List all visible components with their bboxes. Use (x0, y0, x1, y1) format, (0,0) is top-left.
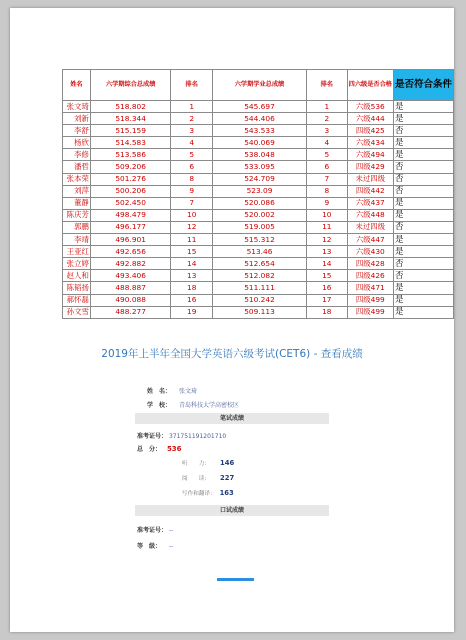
cell-academic-score: 515.312 (213, 234, 307, 246)
reading-row (182, 474, 234, 482)
cell-academic-rank: 9 (306, 197, 347, 209)
cell-academic-rank: 10 (306, 209, 347, 221)
cell-academic-rank: 13 (306, 246, 347, 258)
cell-name: 张本荣 (63, 173, 91, 185)
score-spreadsheet (62, 69, 454, 319)
cell-eligible: 是 (393, 306, 453, 318)
cell-eligible: 否 (393, 161, 453, 173)
cell-academic-score: 510.242 (213, 294, 307, 306)
grade-row (137, 541, 173, 550)
document-page (10, 8, 454, 632)
cell-academic-score: 520.086 (213, 197, 307, 209)
cell-academic-rank: 6 (306, 161, 347, 173)
return-button[interactable] (217, 578, 254, 581)
school-row (147, 400, 239, 409)
cell-name: 陈韬扬 (63, 282, 91, 294)
header-overall-score: 六学期综合总成绩 (90, 70, 171, 101)
written-score-band: 笔试成绩 (135, 413, 329, 424)
cell-name: 陈庆芳 (63, 209, 91, 221)
table-header-row (63, 70, 454, 101)
cell-overall-rank: 3 (171, 125, 213, 137)
cell-academic-score: 523.09 (213, 185, 307, 197)
cell-name: 潘哲 (63, 161, 91, 173)
cell-overall-score: 518.802 (90, 101, 171, 113)
school-value: 青岛科技大学高密校区 (178, 402, 239, 409)
writing-value: 163 (219, 489, 234, 497)
table-row (63, 161, 454, 173)
ticket-value: 371751191201710 (168, 433, 227, 440)
cell-name: 孙文雪 (63, 306, 91, 318)
cell-cet-status: 四级442 (347, 185, 393, 197)
cell-name: 李靖 (63, 234, 91, 246)
cell-name: 郭鹏 (63, 221, 91, 233)
oral-ticket-value: -- (168, 527, 174, 534)
cell-overall-score: 492.656 (90, 246, 171, 258)
table-row (63, 258, 454, 270)
cell-eligible: 否 (393, 185, 453, 197)
cell-name: 张文琦 (63, 101, 91, 113)
cell-overall-rank: 11 (171, 234, 213, 246)
cell-overall-rank: 8 (171, 173, 213, 185)
cell-overall-rank: 14 (171, 258, 213, 270)
name-row (147, 386, 197, 395)
school-label: 学 校： (147, 402, 172, 409)
cell-eligible: 是 (393, 282, 453, 294)
table-row (63, 149, 454, 161)
table-row (63, 113, 454, 125)
cell-eligible: 否 (393, 173, 453, 185)
cell-cet-status: 六级444 (347, 113, 393, 125)
cell-eligible: 是 (393, 294, 453, 306)
cell-cet-status: 四级429 (347, 161, 393, 173)
cell-academic-score: 533.095 (213, 161, 307, 173)
cell-academic-score: 524.709 (213, 173, 307, 185)
cell-name: 郝怀磊 (63, 294, 91, 306)
cell-eligible: 是 (393, 101, 453, 113)
oral-score-band: 口试成绩 (135, 505, 329, 516)
cell-overall-rank: 5 (171, 149, 213, 161)
cell-overall-score: 492.882 (90, 258, 171, 270)
name-label: 姓 名： (147, 388, 172, 395)
cell-academic-score: 540.069 (213, 137, 307, 149)
header-eligible: 是否符合条件 (393, 70, 453, 101)
cell-academic-score: 511.111 (213, 282, 307, 294)
cell-academic-score: 519.005 (213, 221, 307, 233)
cell-cet-status: 四级425 (347, 125, 393, 137)
cell-cet-status: 六级437 (347, 197, 393, 209)
cell-academic-rank: 11 (306, 221, 347, 233)
cell-academic-rank: 7 (306, 173, 347, 185)
header-cet-status: 四六级是否合格 (347, 70, 393, 101)
cell-overall-rank: 10 (171, 209, 213, 221)
cell-overall-score: 498.479 (90, 209, 171, 221)
cell-overall-score: 493.406 (90, 270, 171, 282)
cell-academic-score: 520.002 (213, 209, 307, 221)
cell-cet-status: 四级499 (347, 306, 393, 318)
table-row (63, 282, 454, 294)
cell-cet-status: 未过四级 (347, 173, 393, 185)
header-overall-rank: 排名 (171, 70, 213, 101)
ticket-row (137, 431, 226, 440)
cell-academic-rank: 4 (306, 137, 347, 149)
cell-academic-rank: 1 (306, 101, 347, 113)
writing-row (182, 489, 234, 497)
cell-academic-score: 544.406 (213, 113, 307, 125)
name-value: 张文琦 (178, 388, 197, 395)
cell-academic-rank: 17 (306, 294, 347, 306)
cell-academic-score: 512.654 (213, 258, 307, 270)
cell-academic-rank: 2 (306, 113, 347, 125)
cell-academic-rank: 14 (306, 258, 347, 270)
cell-cet-status: 未过四级 (347, 221, 393, 233)
cell-academic-score: 509.113 (213, 306, 307, 318)
cell-overall-score: 496.901 (90, 234, 171, 246)
header-name: 姓名 (63, 70, 91, 101)
cell-overall-rank: 16 (171, 294, 213, 306)
cell-name: 杨欣 (63, 137, 91, 149)
cell-academic-score: 545.697 (213, 101, 307, 113)
cell-cet-status: 六级494 (347, 149, 393, 161)
cell-overall-score: 509.206 (90, 161, 171, 173)
cell-overall-score: 518.344 (90, 113, 171, 125)
total-row (137, 444, 182, 453)
cell-overall-score: 514.583 (90, 137, 171, 149)
table-row (63, 306, 454, 318)
total-value: 536 (166, 445, 182, 453)
table-row (63, 246, 454, 258)
cell-academic-score: 513.46 (213, 246, 307, 258)
cell-cet-status: 四级471 (347, 282, 393, 294)
cell-name: 刘新 (63, 113, 91, 125)
cell-cet-status: 六级448 (347, 209, 393, 221)
cell-overall-rank: 4 (171, 137, 213, 149)
cell-overall-rank: 13 (171, 270, 213, 282)
reading-label: 阅 读： (182, 476, 210, 482)
cell-cet-status: 四级499 (347, 294, 393, 306)
reading-value: 227 (219, 474, 235, 482)
cell-academic-rank: 8 (306, 185, 347, 197)
cell-eligible: 是 (393, 113, 453, 125)
cell-name: 刘萍 (63, 185, 91, 197)
cell-academic-rank: 18 (306, 306, 347, 318)
listening-row (182, 459, 234, 467)
cell-overall-score: 502.450 (90, 197, 171, 209)
ticket-label: 准考证号： (137, 433, 168, 440)
table-row (63, 209, 454, 221)
cell-cet-status: 六级430 (347, 246, 393, 258)
table-row (63, 125, 454, 137)
cell-name: 董静 (63, 197, 91, 209)
cell-academic-rank: 12 (306, 234, 347, 246)
cell-eligible: 否 (393, 258, 453, 270)
report-title: 2019年上半年全国大学英语六级考试(CET6) - 查看成绩 (101, 348, 363, 360)
cell-cet-status: 六级434 (347, 137, 393, 149)
cell-name: 王亚红 (63, 246, 91, 258)
header-academic-score: 六学期学业总成绩 (213, 70, 307, 101)
cell-overall-rank: 7 (171, 197, 213, 209)
cell-cet-status: 四级426 (347, 270, 393, 282)
cell-eligible: 是 (393, 149, 453, 161)
cell-name: 李修 (63, 149, 91, 161)
cell-cet-status: 四级428 (347, 258, 393, 270)
cell-cet-status: 六级536 (347, 101, 393, 113)
cell-eligible: 是 (393, 137, 453, 149)
grade-value: -- (168, 543, 174, 550)
cell-overall-rank: 15 (171, 246, 213, 258)
oral-ticket-row (137, 525, 173, 534)
cell-overall-score: 488.277 (90, 306, 171, 318)
cell-eligible: 是 (393, 197, 453, 209)
table-row (63, 137, 454, 149)
grade-label: 等 级： (137, 543, 162, 550)
table-row (63, 101, 454, 113)
cell-overall-score: 496.177 (90, 221, 171, 233)
cell-academic-rank: 16 (306, 282, 347, 294)
cell-overall-score: 501.276 (90, 173, 171, 185)
cell-eligible: 否 (393, 270, 453, 282)
cell-name: 赵人和 (63, 270, 91, 282)
cell-eligible: 是 (393, 234, 453, 246)
cell-name: 张立婷 (63, 258, 91, 270)
cell-academic-rank: 5 (306, 149, 347, 161)
cell-academic-score: 543.533 (213, 125, 307, 137)
table-row (63, 294, 454, 306)
cell-eligible: 否 (393, 221, 453, 233)
table-row (63, 221, 454, 233)
table-row (63, 234, 454, 246)
cell-cet-status: 六级447 (347, 234, 393, 246)
listening-value: 146 (219, 459, 235, 467)
cell-eligible: 是 (393, 246, 453, 258)
cell-eligible: 否 (393, 125, 453, 137)
writing-label: 写作和翻译： (182, 491, 216, 497)
listening-label: 听 力： (182, 461, 210, 467)
table-row (63, 197, 454, 209)
cell-overall-rank: 19 (171, 306, 213, 318)
cell-overall-rank: 18 (171, 282, 213, 294)
cell-overall-rank: 9 (171, 185, 213, 197)
cell-academic-rank: 3 (306, 125, 347, 137)
header-academic-rank: 排名 (306, 70, 347, 101)
cell-academic-score: 512.082 (213, 270, 307, 282)
cell-overall-score: 515.159 (90, 125, 171, 137)
table-row (63, 270, 454, 282)
cell-overall-rank: 12 (171, 221, 213, 233)
cell-academic-rank: 15 (306, 270, 347, 282)
cell-academic-score: 538.048 (213, 149, 307, 161)
cell-eligible: 是 (393, 209, 453, 221)
table-row (63, 185, 454, 197)
cell-overall-rank: 2 (171, 113, 213, 125)
cell-overall-score: 513.586 (90, 149, 171, 161)
cell-overall-score: 488.887 (90, 282, 171, 294)
cell-overall-rank: 6 (171, 161, 213, 173)
cell-overall-rank: 1 (171, 101, 213, 113)
table-row (63, 173, 454, 185)
cell-overall-score: 500.206 (90, 185, 171, 197)
cell-name: 李舒 (63, 125, 91, 137)
cell-overall-score: 490.088 (90, 294, 171, 306)
total-label: 总 分： (137, 446, 162, 453)
oral-ticket-label: 准考证号： (137, 527, 168, 534)
